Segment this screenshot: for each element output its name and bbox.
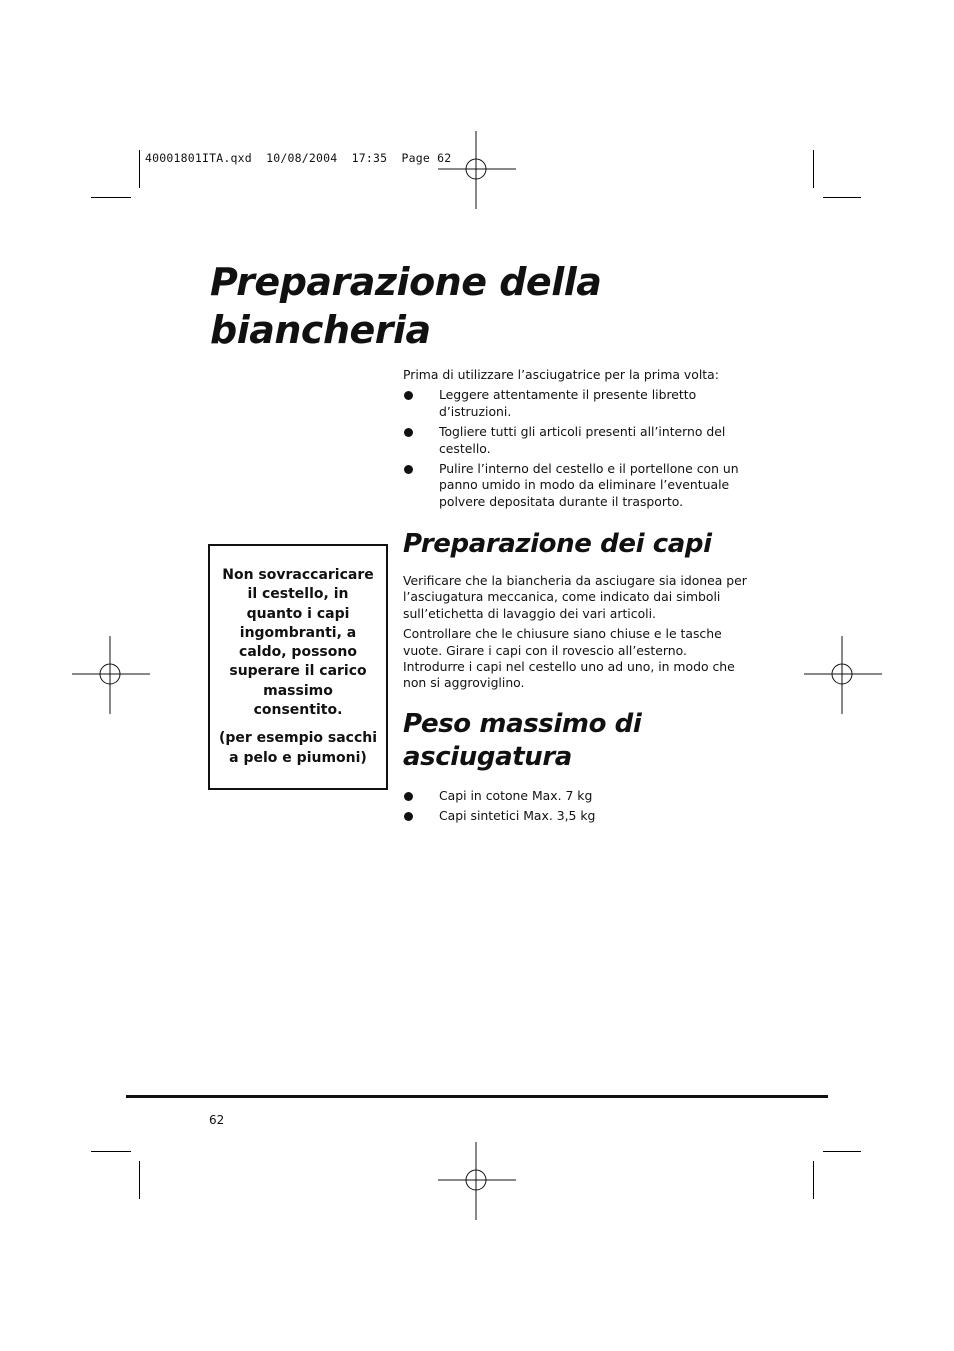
registration-mark-right-icon (804, 636, 882, 714)
section-heading: Preparazione dei capi (403, 529, 712, 559)
list-item-text: Togliere tutti gli articoli presenti all’interno del cestello. (439, 424, 726, 456)
warning-box (208, 544, 388, 790)
list-item (403, 808, 748, 824)
registration-mark-top-icon (438, 131, 516, 209)
list-item-text: Leggere attentamente il presente libretto d’istruzioni. (439, 387, 697, 419)
bullet-icon (404, 792, 413, 801)
max-weight-list (403, 788, 748, 825)
crop-mark-bottom-right-horizontal (823, 1151, 861, 1152)
page-title-line-2: biancheria (210, 308, 431, 352)
bullet-icon (404, 812, 413, 821)
registration-mark-bottom-icon (438, 1142, 516, 1220)
intro-text: Prima di utilizzare l’asciugatrice per la prima volta: (403, 367, 719, 382)
crop-mark-top-left-horizontal (91, 197, 131, 198)
crop-mark-bottom-left-horizontal (91, 1151, 131, 1152)
page-number: 62 (209, 1113, 225, 1127)
paragraph: Verificare che la biancheria da asciugare sia idonea per l’asciugatura meccanica, come indicato dai simboli sull’etichetta di lavaggio dei vari articoli. (403, 573, 747, 621)
crop-mark-top-right-horizontal (823, 197, 861, 198)
list-item (403, 461, 748, 510)
crop-mark-top-left-vertical (139, 150, 140, 188)
section-heading-line-2: asciugatura (403, 742, 572, 772)
crop-mark-bottom-right-vertical (813, 1161, 814, 1199)
section-heading-line-1: Peso massimo di (403, 709, 642, 739)
max-weight-section (403, 708, 748, 829)
section-heading (403, 708, 748, 774)
list-item-text: Capi in cotone Max. 7 kg (439, 788, 593, 803)
page-title (210, 258, 601, 354)
print-slug: 40001801ITA.qxd 10/08/2004 17:35 Page 62 (145, 151, 452, 165)
list-item-text: Capi sintetici Max. 3,5 kg (439, 808, 596, 824)
list-item (403, 788, 748, 804)
intro-bullet-list (403, 387, 748, 510)
preparation-section (403, 528, 748, 696)
crop-mark-top-right-vertical (813, 150, 814, 188)
warning-example-text: (per esempio sacchi a pelo e piumoni) (218, 730, 378, 766)
crop-mark-bottom-left-vertical (139, 1161, 140, 1199)
footer-divider (126, 1095, 828, 1098)
bullet-icon (404, 391, 413, 400)
intro-section (403, 367, 748, 514)
registration-mark-left-icon (72, 636, 150, 714)
list-item-text: Pulire l’interno del cestello e il portellone con un panno umido in modo da eliminare l’eventuale polvere depositata durante il trasporto. (439, 461, 739, 509)
list-item (403, 387, 748, 420)
page-title-line-1: Preparazione della (210, 260, 602, 304)
list-item (403, 424, 748, 457)
bullet-icon (404, 465, 413, 474)
warning-text: Non sovraccaricare il cestello, in quanto i capi ingombranti, a caldo, possono superare il carico massimo consentito. (222, 567, 374, 719)
paragraph: Controllare che le chiusure siano chiuse e le tasche vuote. Girare i capi con il rovescio all’esterno. Introdurre i capi nel cestello uno ad uno, in modo che non si aggroviglino. (403, 626, 735, 691)
bullet-icon (404, 428, 413, 437)
